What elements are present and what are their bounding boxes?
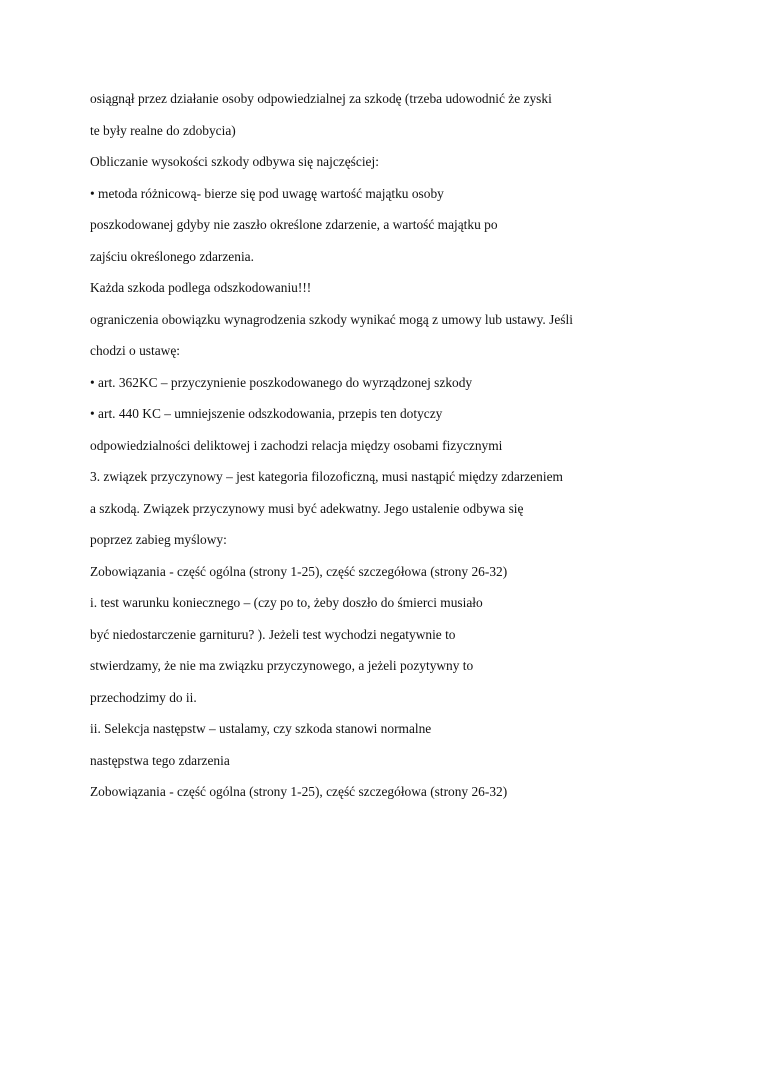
- text-line: być niedostarczenie garnituru? ). Jeżeli test wychodzi negatywnie to: [90, 626, 456, 642]
- bullet-line: • metoda różnicową- bierze się pod uwagę wartość majątku osoby: [90, 185, 444, 201]
- text-line: następstwa tego zdarzenia: [90, 752, 230, 768]
- text-line: ograniczenia obowiązku wynagrodzenia szkody wynikać mogą z umowy lub ustawy. Jeśli: [90, 311, 573, 327]
- text-line: a szkodą. Związek przyczynowy musi być adekwatny. Jego ustalenie odbywa się: [90, 500, 524, 516]
- text-line: chodzi o ustawę:: [90, 343, 180, 358]
- document-body: [90, 88, 710, 813]
- text-line: przechodzimy do ii.: [90, 689, 197, 705]
- text-line: Każda szkoda podlega odszkodowaniu!!!: [90, 280, 312, 295]
- text-line: osiągnął przez działanie osoby odpowiedzialnej za szkodę (trzeba udowodnić że zyski: [90, 91, 552, 106]
- text-line: 3. związek przyczynowy – jest kategoria filozoficzną, musi nastąpić między zdarzeniem: [90, 469, 563, 484]
- text-line: stwierdzamy, że nie ma związku przyczynowego, a jeżeli pozytywny to: [90, 658, 474, 673]
- text-line: odpowiedzialności deliktowej i zachodzi relacja między osobami fizycznymi: [90, 437, 503, 453]
- text-line: te były realne do zdobycia): [90, 122, 236, 138]
- footer-reference: Zobowiązania - część ogólna (strony 1-25), część szczegółowa (strony 26-32): [90, 563, 508, 579]
- bullet-line: • art. 440 KC – umniejszenie odszkodowania, przepis ten dotyczy: [90, 406, 443, 421]
- text-line: zajściu określonego zdarzenia.: [90, 248, 254, 264]
- text-line: ii. Selekcja następstw – ustalamy, czy szkoda stanowi normalne: [90, 721, 432, 736]
- footer-reference: Zobowiązania - część ogólna (strony 1-25), część szczegółowa (strony 26-32): [90, 784, 508, 799]
- text-line: Obliczanie wysokości szkody odbywa się najczęściej:: [90, 154, 379, 169]
- text-line: poprzez zabieg myślowy:: [90, 532, 227, 547]
- bullet-line: • art. 362KC – przyczynienie poszkodowanego do wyrządzonej szkody: [90, 374, 473, 390]
- text-line: poszkodowanej gdyby nie zaszło określone zdarzenie, a wartość majątku po: [90, 217, 498, 232]
- text-line: i. test warunku koniecznego – (czy po to, żeby doszło do śmierci musiało: [90, 595, 483, 610]
